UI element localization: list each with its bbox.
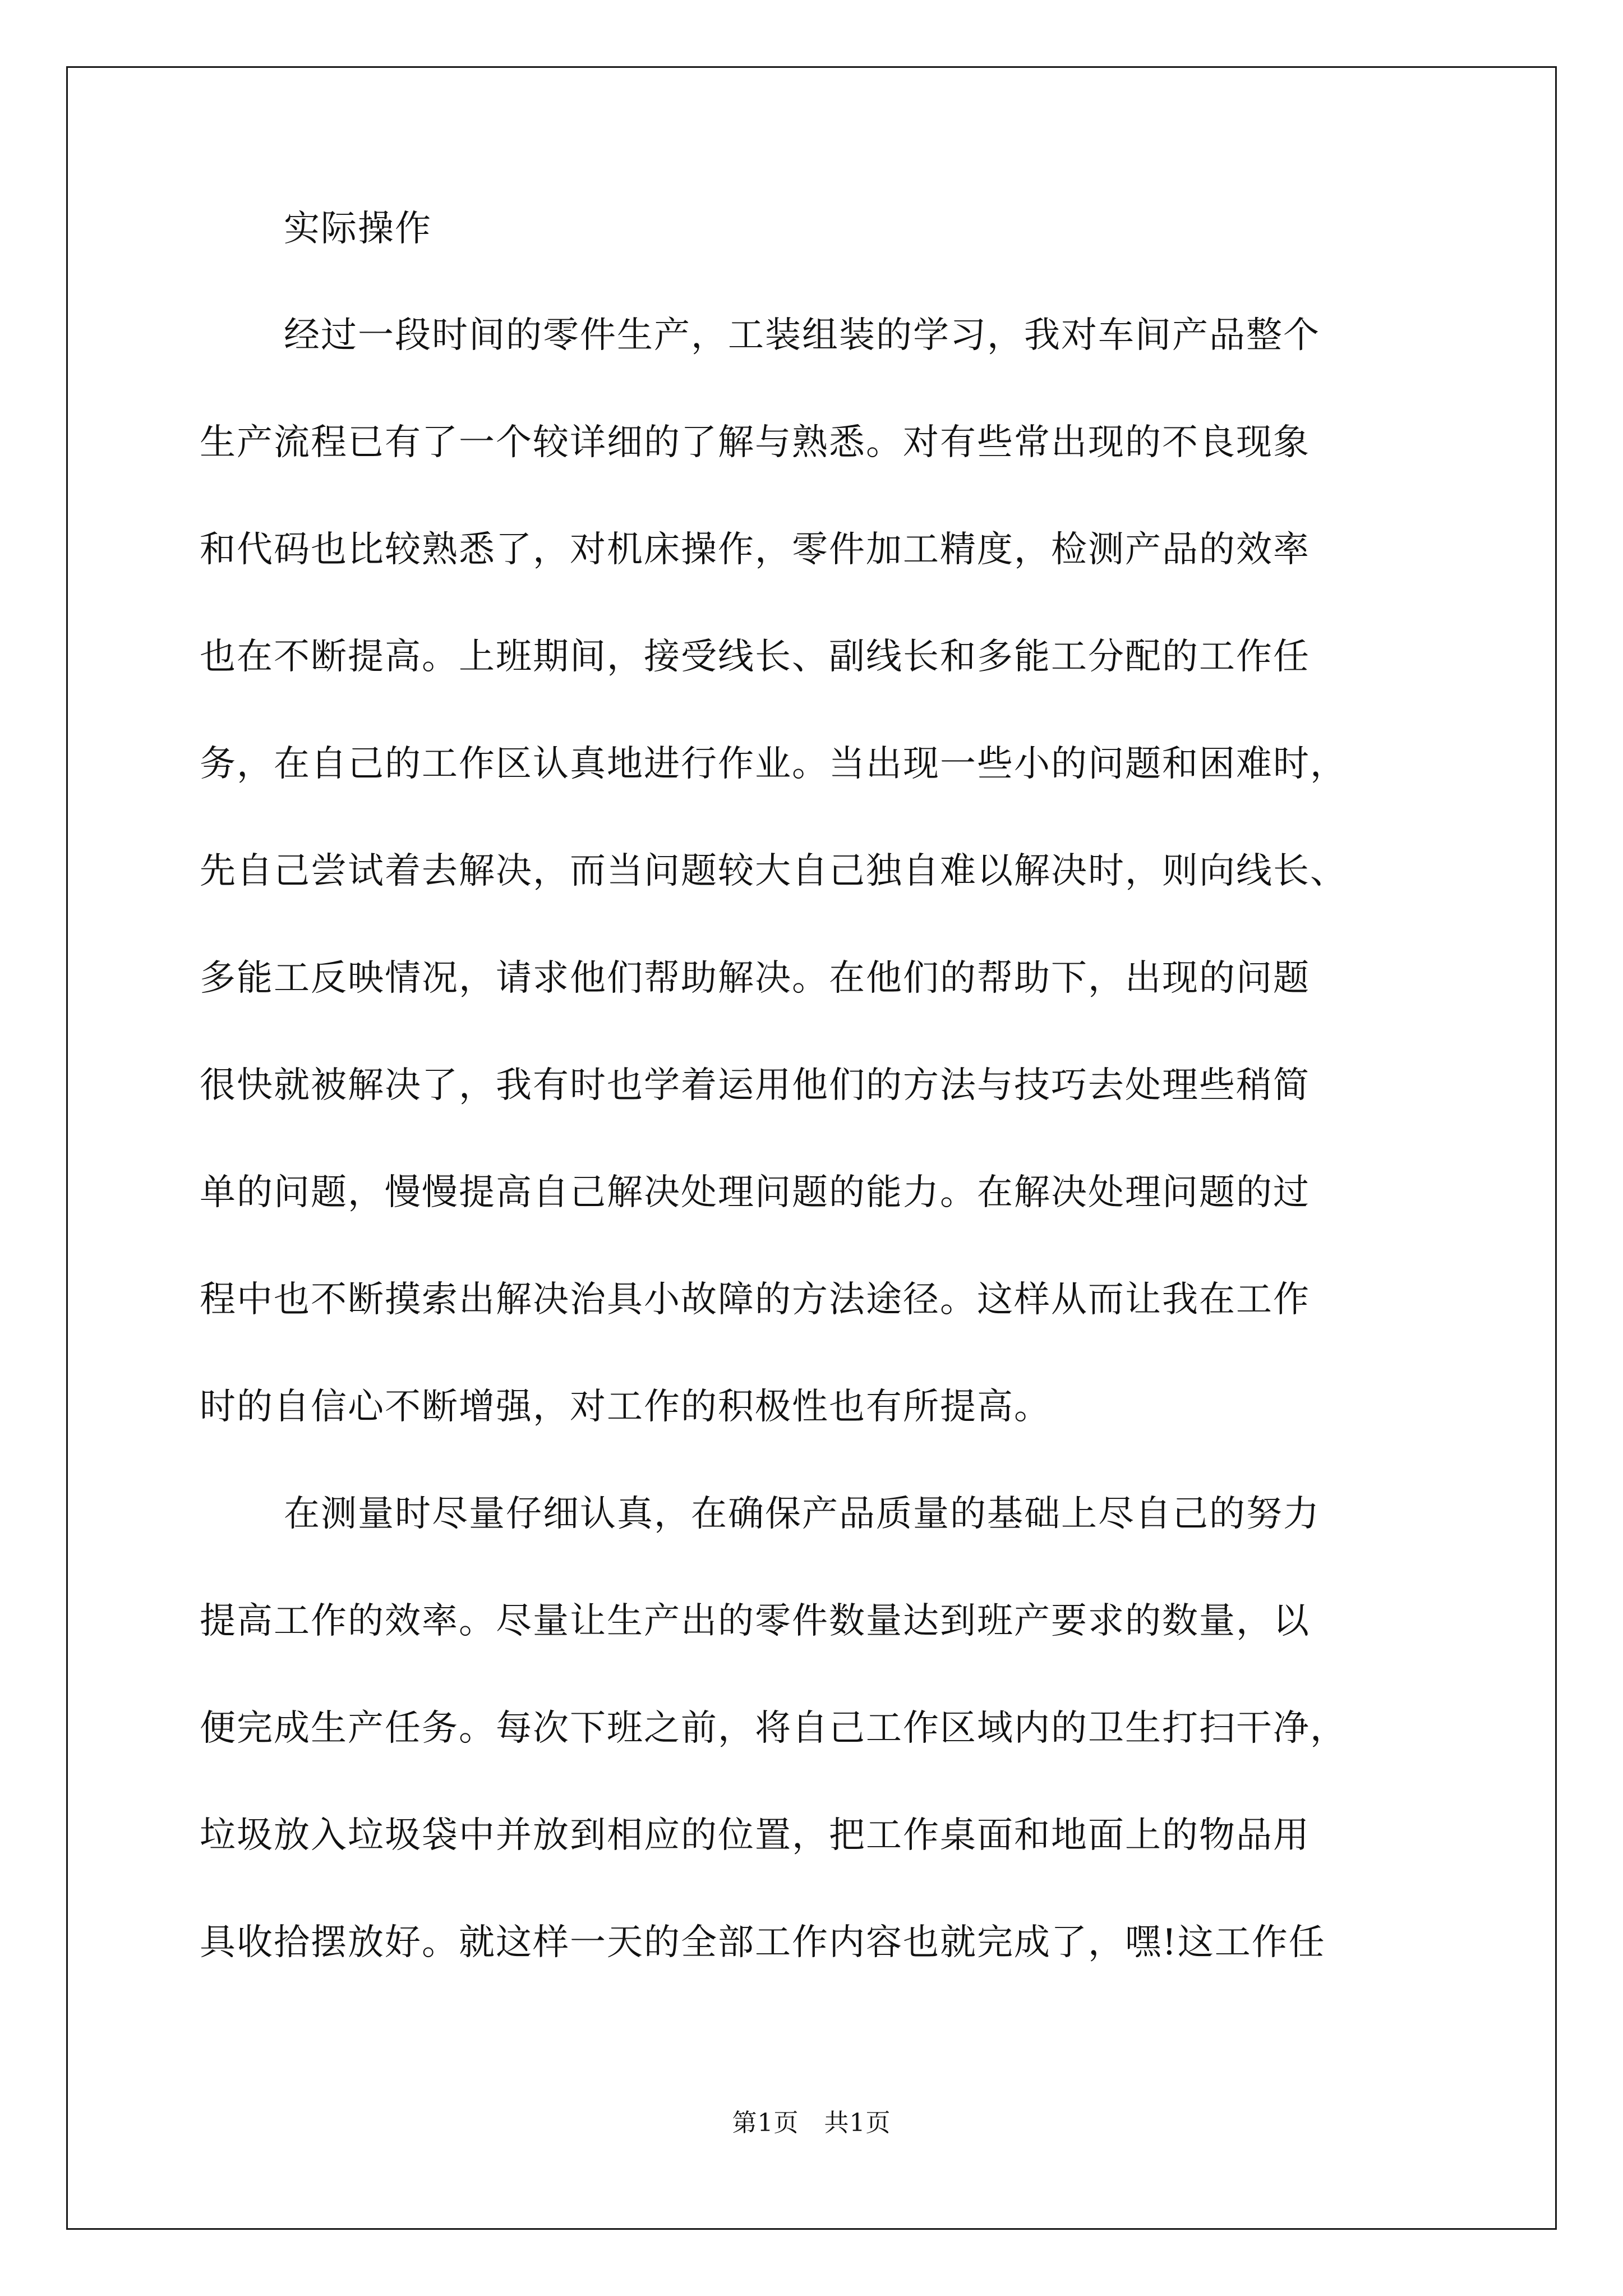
text-line: 具收拾摆放好。就这样一天的全部工作内容也就完成了，嘿!这工作任 xyxy=(200,1922,1326,1963)
text-line: 程中也不断摸索出解决治具小故障的方法途径。这样从而让我在工作 xyxy=(200,1279,1310,1320)
text-line: 和代码也比较熟悉了，对机床操作，零件加工精度，检测产品的效率 xyxy=(200,529,1310,570)
text-line: 先自己尝试着去解决，而当问题较大自己独自难以解决时，则向线长、 xyxy=(200,850,1347,892)
text-line: 经过一段时间的零件生产，工装组装的学习，我对车间产品整个 xyxy=(284,315,1320,356)
text-line: 务，在自己的工作区认真地进行作业。当出现一些小的问题和困难时， xyxy=(200,743,1347,785)
text-line: 生产流程已有了一个较详细的了解与熟悉。对有些常出现的不良现象 xyxy=(200,422,1310,463)
text-line: 单的问题，慢慢提高自己解决处理问题的能力。在解决处理问题的过 xyxy=(200,1172,1310,1213)
text-line: 便完成生产任务。每次下班之前，将自己工作区域内的卫生打扫干净， xyxy=(200,1708,1347,1749)
page-border xyxy=(66,66,1557,2230)
text-line: 也在不断提高。上班期间，接受线长、副线长和多能工分配的工作任 xyxy=(200,636,1310,678)
text-line: 很快就被解决了，我有时也学着运用他们的方法与技巧去处理些稍简 xyxy=(200,1065,1310,1106)
page-number-footer: 第1页 共1页 xyxy=(732,2109,891,2137)
text-line: 时的自信心不断增强，对工作的积极性也有所提高。 xyxy=(200,1386,1051,1428)
section-heading: 实际操作 xyxy=(284,208,432,250)
text-line: 在测量时尽量仔细认真，在确保产品质量的基础上尽自己的努力 xyxy=(284,1493,1320,1535)
text-line: 多能工反映情况，请求他们帮助解决。在他们的帮助下，出现的问题 xyxy=(200,958,1310,999)
text-line: 提高工作的效率。尽量让生产出的零件数量达到班产要求的数量，以 xyxy=(200,1600,1310,1642)
text-line: 垃圾放入垃圾袋中并放到相应的位置，把工作桌面和地面上的物品用 xyxy=(200,1815,1310,1856)
